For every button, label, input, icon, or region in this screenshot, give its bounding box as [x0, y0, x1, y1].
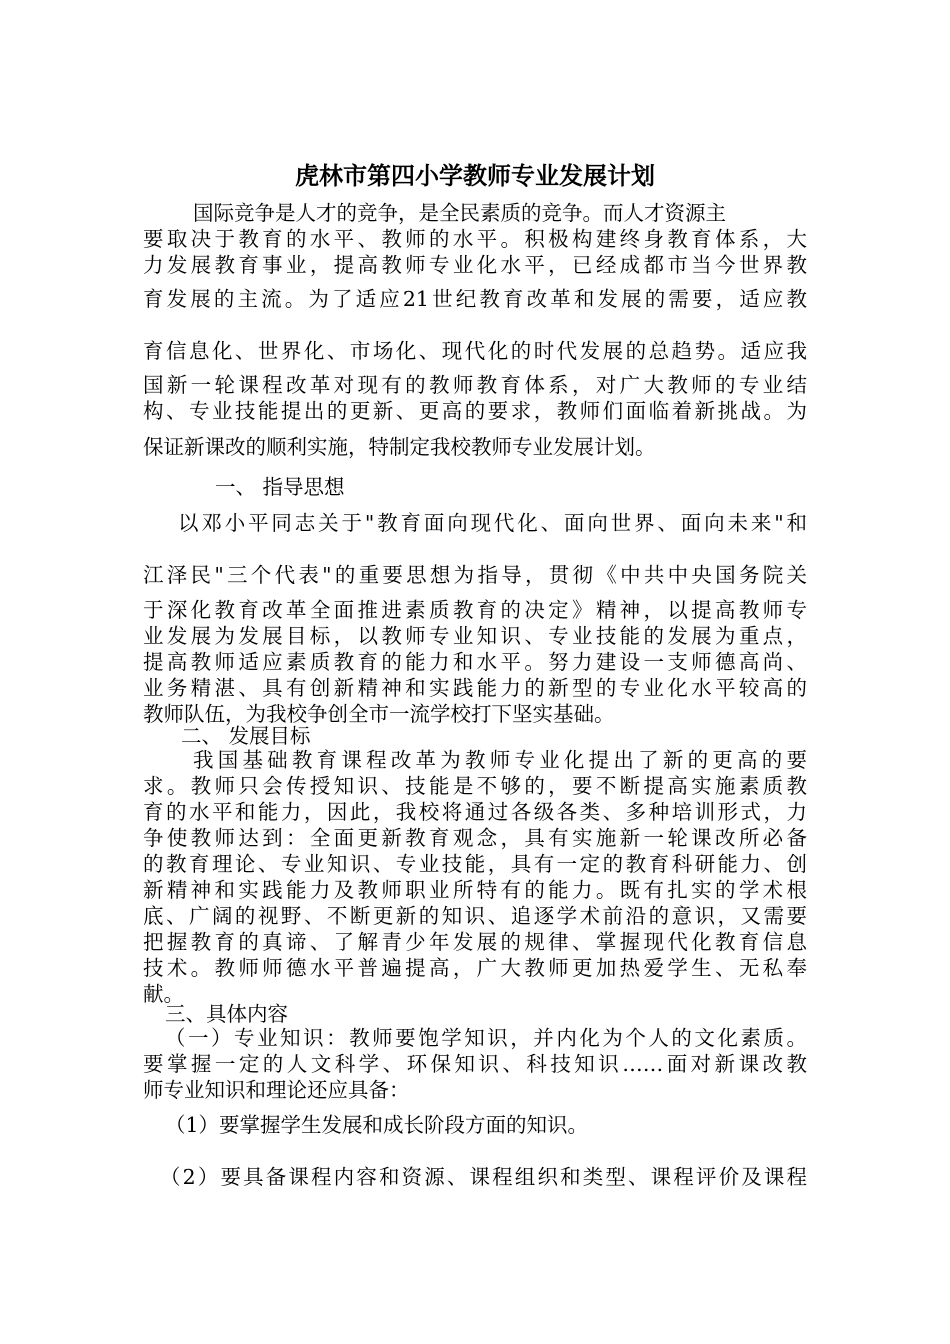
paragraph-line: 于深化教育改革全面推进素质教育的决定》精神，以提高教师专 — [143, 598, 807, 622]
paragraph-line: 求。教师只会传授知识、技能是不够的，要不断提高实施素质教 — [143, 774, 807, 798]
paragraph-line: 育发展的主流。为了适应21世纪教育改革和发展的需要，适应教 — [143, 287, 807, 311]
section-heading: 三、具体内容 — [165, 1002, 288, 1026]
paragraph-line: 业发展为发展目标，以教师专业知识、专业技能的发展为重点， — [143, 624, 807, 648]
paragraph-line: 献。 — [143, 982, 184, 1006]
paragraph-line: 技术。教师师德水平普遍提高，广大教师更加热爱学生、无私奉 — [143, 956, 807, 980]
paragraph-line: 要掌握一定的人文科学、环保知识、科技知识……面对新课改教 — [143, 1052, 807, 1076]
paragraph-line: 育的水平和能力，因此，我校将通过各级各类、多种培训形式，力 — [143, 800, 807, 824]
paragraph-line: 教师队伍，为我校争创全市一流学校打下坚实基础。 — [143, 702, 615, 726]
paragraph-line: 争使教师达到：全面更新教育观念，具有实施新一轮课改所必备 — [143, 826, 807, 850]
paragraph-line: 构、专业技能提出的更新、更高的要求，教师们面临着新挑战。为 — [143, 399, 807, 423]
document-title: 虎林市第四小学教师专业发展计划 — [295, 162, 655, 190]
paragraph-line: 的教育理论、专业知识、专业技能，具有一定的教育科研能力、创 — [143, 852, 807, 876]
section-heading: 一、 指导思想 — [215, 475, 345, 499]
paragraph-line: 新精神和实践能力及教师职业所特有的能力。既有扎实的学术根 — [143, 878, 807, 902]
paragraph-line: 国际竞争是人才的竞争，是全民素质的竞争。而人才资源主 — [193, 201, 726, 225]
paragraph-line: 力发展教育事业，提高教师专业化水平，已经成都市当今世界教 — [143, 253, 807, 277]
paragraph-line: 提高教师适应素质教育的能力和水平。努力建设一支师德高尚、 — [143, 650, 807, 674]
list-item: （2）要具备课程内容和资源、课程组织和类型、课程评价及课程 — [160, 1165, 807, 1189]
paragraph-line: （一）专业知识：教师要饱学知识，并内化为个人的文化素质。 — [165, 1026, 807, 1050]
paragraph-line: 师专业知识和理论还应具备： — [143, 1078, 410, 1102]
paragraph-line: 业务精湛、具有创新精神和实践能力的新型的专业化水平较高的 — [143, 676, 807, 700]
paragraph-line: 江泽民"三个代表"的重要思想为指导，贯彻《中共中央国务院关 — [143, 563, 807, 587]
paragraph-line: 育信息化、世界化、市场化、现代化的时代发展的总趋势。适应我 — [143, 339, 807, 363]
paragraph-line: 把握教育的真谛、了解青少年发展的规律、掌握现代化教育信息 — [143, 930, 807, 954]
paragraph-line: 我国基础教育课程改革为教师专业化提出了新的更高的要 — [193, 748, 807, 772]
paragraph-line: 以邓小平同志关于"教育面向现代化、面向世界、面向未来"和 — [178, 511, 807, 535]
paragraph-line: 要取决于教育的水平、教师的水平。积极构建终身教育体系，大 — [143, 227, 807, 251]
paragraph-line: 底、广阔的视野、不断更新的知识、追逐学术前沿的意识，又需要 — [143, 904, 807, 928]
section-heading: 二、 发展目标 — [181, 724, 311, 748]
paragraph-line: 保证新课改的顺利实施，特制定我校教师专业发展计划。 — [143, 435, 656, 459]
list-item: （1）要掌握学生发展和成长阶段方面的知识。 — [165, 1113, 589, 1137]
paragraph-line: 国新一轮课程改革对现有的教师教育体系，对广大教师的专业结 — [143, 373, 807, 397]
